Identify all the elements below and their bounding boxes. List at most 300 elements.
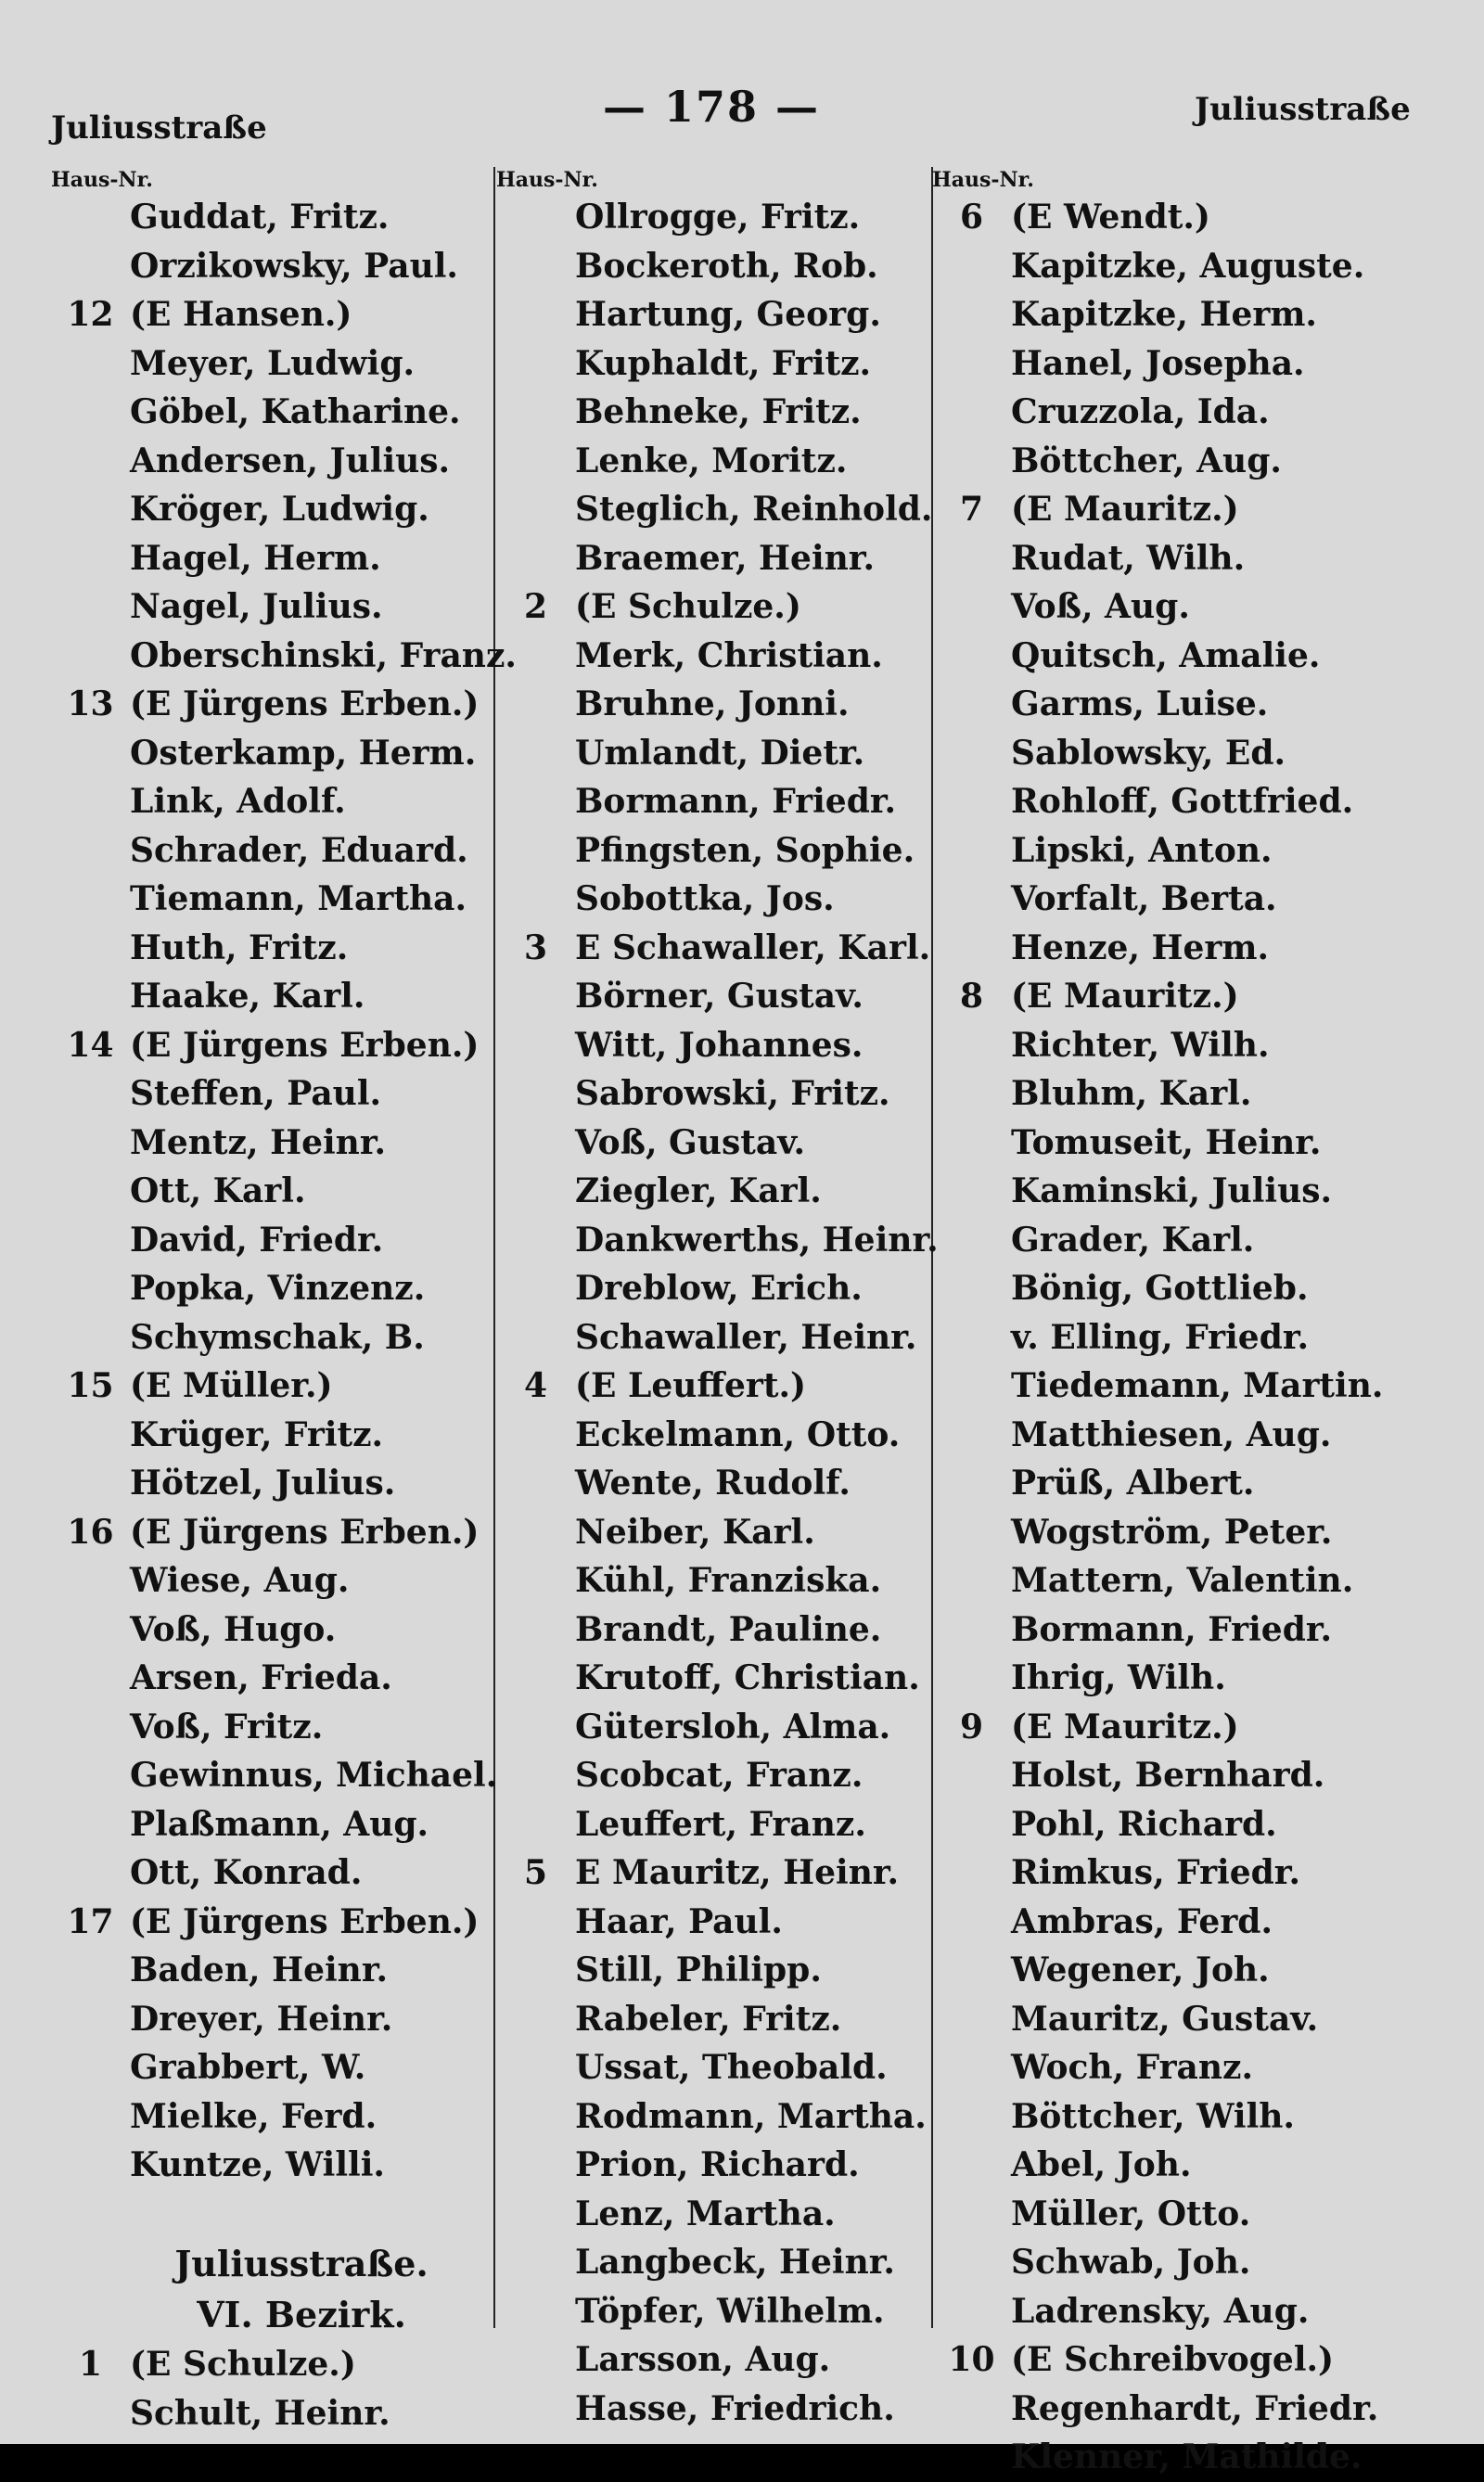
house-number [932, 2287, 1011, 2336]
house-number [932, 1216, 1011, 1265]
resident-name: Bormann, Friedr. [1011, 1609, 1333, 1649]
house-number [496, 193, 575, 242]
resident-name: v. Elling, Friedr. [1011, 1317, 1310, 1357]
house-number: 4 [523, 1366, 548, 1405]
directory-entry [51, 290, 496, 339]
resident-name: Huth, Fritz. [130, 928, 349, 967]
resident-name: (E Schulze.) [575, 587, 801, 626]
directory-entry [51, 1508, 496, 1557]
directory-entry [932, 2433, 1452, 2482]
directory-entry [496, 339, 932, 389]
directory-entry [932, 1556, 1452, 1606]
resident-name: (E Hansen.) [130, 295, 352, 334]
house-number [51, 1069, 130, 1119]
directory-entry [932, 777, 1452, 826]
house-number [932, 1898, 1011, 1947]
directory-entry [496, 2092, 932, 2142]
directory-entry [496, 1119, 932, 1168]
resident-name: Regenhardt, Friedr. [1011, 2388, 1379, 2428]
directory-entry [496, 582, 932, 632]
house-number [496, 1946, 575, 1995]
directory-entry [496, 632, 932, 681]
directory-entry [496, 242, 932, 291]
resident-name: Töpfer, Wilhelm. [575, 2291, 885, 2331]
resident-name: Gewinnus, Michael. [130, 1756, 498, 1795]
house-number [496, 632, 575, 681]
directory-entry [496, 1069, 932, 1119]
directory-entry [496, 1216, 939, 1265]
house-number [51, 582, 130, 632]
house-number [496, 1459, 575, 1508]
resident-name: Klenner, Mathilde. [1011, 2437, 1362, 2476]
running-head-right: Juliusstraße [1195, 91, 1411, 128]
resident-name: Prüß, Albert. [1011, 1464, 1255, 1503]
resident-name: Kühl, Franziska. [575, 1561, 882, 1600]
resident-name: Ott, Konrad. [130, 1853, 363, 1892]
resident-name: Popka, Vinzenz. [130, 1269, 426, 1308]
resident-name: Bruhne, Jonni. [575, 684, 850, 723]
directory-entry [496, 729, 932, 778]
house-number [932, 1995, 1011, 2044]
resident-name: Plaßmann, Aug. [130, 1804, 429, 1844]
directory-entry [932, 582, 1452, 632]
directory-entry [932, 193, 1452, 242]
resident-name: Guddat, Fritz. [130, 198, 390, 237]
resident-name: Hasse, Friedrich. [575, 2388, 895, 2428]
house-number [496, 1264, 575, 1313]
directory-entry [932, 2287, 1452, 2336]
house-number [932, 1606, 1011, 1655]
house-number [496, 1313, 575, 1363]
resident-name: Leuffert, Franz. [575, 1804, 866, 1844]
house-number [932, 1313, 1011, 1363]
resident-name: Wegener, Joh. [1011, 1951, 1270, 1989]
resident-name: Neiber, Karl. [575, 1512, 815, 1552]
house-number [496, 339, 575, 389]
house-number [51, 1751, 130, 1800]
directory-entry [932, 1411, 1452, 1460]
directory-entry [51, 729, 496, 778]
directory-entry [496, 1362, 932, 1411]
directory-entry [51, 2389, 496, 2438]
resident-name: Ott, Karl. [130, 1171, 306, 1210]
directory-entry [496, 1606, 932, 1655]
directory-entry [51, 2043, 496, 2092]
resident-name: Ihrig, Wilh. [1011, 1658, 1226, 1697]
directory-entry [496, 1021, 932, 1070]
directory-entry [51, 242, 496, 291]
resident-name: (E Mauritz.) [1011, 977, 1239, 1016]
house-number: 1 [78, 2345, 103, 2384]
resident-name: Lenz, Martha. [575, 2194, 836, 2233]
directory-entry [496, 924, 932, 973]
directory-entry [496, 1264, 932, 1313]
resident-name: Pohl, Richard. [1011, 1804, 1277, 1844]
street-subheading: Juliusstraße. [174, 2243, 429, 2284]
resident-name: Lenke, Moritz. [575, 441, 848, 480]
house-number [496, 1508, 575, 1557]
house-number: 16 [67, 1512, 114, 1552]
house-number [496, 1800, 575, 1849]
house-number [51, 1995, 130, 2044]
house-number [932, 1119, 1011, 1168]
directory-entry [932, 1703, 1452, 1752]
directory-entry [932, 2043, 1452, 2092]
directory-entry [51, 1751, 496, 1800]
resident-name: Rodmann, Martha. [575, 2096, 927, 2136]
directory-entry [496, 1751, 932, 1800]
resident-name: Hötzel, Julius. [130, 1464, 396, 1503]
resident-name: Lipski, Anton. [1011, 830, 1273, 870]
resident-name: Mentz, Heinr. [130, 1122, 387, 1162]
house-number [932, 1751, 1011, 1800]
house-number: 8 [959, 977, 984, 1016]
house-number [51, 339, 130, 389]
resident-name: Hagel, Herm. [130, 538, 381, 578]
directory-entry [932, 1459, 1452, 1508]
house-number [932, 290, 1011, 339]
resident-name: Behneke, Fritz. [575, 392, 862, 431]
house-number [932, 2043, 1011, 2092]
directory-entry [932, 729, 1452, 778]
directory-entry [932, 1849, 1452, 1898]
directory-entry [496, 777, 932, 826]
house-number [496, 875, 575, 924]
house-number [932, 2238, 1011, 2287]
directory-entry [932, 339, 1452, 389]
house-number [496, 388, 575, 437]
house-number [932, 242, 1011, 291]
directory-entry [932, 1167, 1452, 1216]
house-number [496, 2287, 575, 2336]
house-number [932, 777, 1011, 826]
directory-entry [496, 1800, 932, 1849]
house-number [496, 680, 575, 729]
resident-name: Merk, Christian. [575, 635, 883, 675]
directory-entry [496, 1459, 932, 1508]
directory-entry [496, 826, 932, 876]
house-number [496, 1751, 575, 1800]
resident-name: Ambras, Ferd. [1011, 1901, 1273, 1941]
house-number [496, 1167, 575, 1216]
house-number [496, 534, 575, 583]
directory-entry [932, 1898, 1452, 1947]
house-number [496, 290, 575, 339]
house-number [496, 729, 575, 778]
directory-entry [932, 1800, 1452, 1849]
directory-entry [51, 1849, 496, 1898]
resident-name: Mauritz, Gustav. [1011, 1999, 1319, 2039]
column-1 [51, 168, 517, 2437]
directory-entry [51, 1216, 496, 1265]
directory-entry [51, 485, 496, 534]
house-number: 12 [67, 295, 114, 334]
directory-entry [932, 485, 1452, 534]
house-number [932, 388, 1011, 437]
directory-entry [496, 437, 932, 486]
directory-entry [496, 1556, 932, 1606]
house-number: 14 [67, 1025, 114, 1065]
resident-name: Bluhm, Karl. [1011, 1074, 1252, 1113]
house-number [51, 193, 130, 242]
directory-entry [51, 1606, 496, 1655]
house-number [496, 1556, 575, 1606]
directory-entry [496, 1508, 932, 1557]
directory-entry [496, 1411, 932, 1460]
house-number [932, 339, 1011, 389]
resident-name: Osterkamp, Herm. [130, 733, 477, 773]
house-number [496, 1703, 575, 1752]
house-number [51, 1606, 130, 1655]
directory-entry [51, 2340, 496, 2389]
directory-entry [496, 1946, 932, 1995]
resident-name: Rimkus, Friedr. [1011, 1853, 1300, 1892]
house-number [51, 972, 130, 1021]
house-number-heading: Haus-Nr. [51, 168, 153, 192]
house-number [51, 437, 130, 486]
directory-entry [932, 534, 1452, 583]
house-number [932, 1167, 1011, 1216]
resident-name: Schrader, Eduard. [130, 830, 468, 870]
resident-name: Böttcher, Aug. [1011, 441, 1282, 480]
running-head-left: Juliusstraße [51, 109, 267, 147]
resident-name: Dreyer, Heinr. [130, 1999, 393, 2039]
resident-name: (E Wendt.) [1011, 198, 1210, 237]
directory-entry [51, 1556, 496, 1606]
resident-name: Bockeroth, Rob. [575, 246, 878, 286]
house-number [932, 1264, 1011, 1313]
house-number [932, 2141, 1011, 2190]
house-number: 9 [959, 1707, 984, 1746]
directory-entry [932, 1751, 1452, 1800]
resident-name: Orzikowsky, Paul. [130, 246, 458, 286]
house-number [496, 242, 575, 291]
directory-entry [496, 485, 932, 534]
directory-entry [51, 1021, 496, 1070]
house-number [496, 1119, 575, 1168]
directory-entry [51, 2092, 496, 2142]
directory-entry [496, 1995, 932, 2044]
house-number [932, 2385, 1011, 2434]
directory-entry [932, 388, 1452, 437]
resident-name: (E Jürgens Erben.) [130, 1025, 480, 1065]
resident-name: (E Jürgens Erben.) [130, 684, 480, 723]
resident-name: (E Müller.) [130, 1366, 333, 1405]
resident-name: Link, Adolf. [130, 782, 346, 821]
directory-entry [932, 2190, 1452, 2239]
directory-entry [51, 388, 496, 437]
resident-name: Wiese, Aug. [130, 1561, 350, 1600]
directory-entry [496, 875, 932, 924]
house-number: 13 [67, 684, 114, 723]
resident-name: Witt, Johannes. [575, 1025, 864, 1065]
house-number [51, 1459, 130, 1508]
house-number [932, 1556, 1011, 1606]
resident-name: Langbeck, Heinr. [575, 2243, 895, 2282]
directory-entry [932, 924, 1452, 973]
resident-name: Meyer, Ludwig. [130, 343, 416, 383]
house-number: 7 [959, 490, 984, 529]
house-number: 6 [959, 198, 984, 237]
house-number [932, 1069, 1011, 1119]
house-number [496, 1654, 575, 1703]
resident-name: Dankwerths, Heinr. [575, 1220, 939, 1260]
house-number [496, 2141, 575, 2190]
resident-name: Arsen, Frieda. [130, 1658, 392, 1697]
directory-entry [51, 1264, 496, 1313]
resident-name: Andersen, Julius. [130, 441, 451, 480]
directory-entry [496, 680, 932, 729]
resident-name: Holst, Bernhard. [1011, 1756, 1325, 1795]
directory-entry [496, 2287, 932, 2336]
directory-entry [932, 1995, 1452, 2044]
resident-name: Böttcher, Wilh. [1011, 2096, 1295, 2136]
directory-entry [496, 2385, 932, 2434]
house-number [496, 2190, 575, 2239]
resident-name: Still, Philipp. [575, 1951, 822, 1989]
house-number [932, 1411, 1011, 1460]
house-number [496, 1216, 575, 1265]
district-subheading: VI. Bezirk. [197, 2294, 406, 2335]
column-2 [496, 168, 939, 2433]
resident-name: Kapitzke, Auguste. [1011, 246, 1365, 286]
directory-entry [496, 388, 932, 437]
house-number [51, 388, 130, 437]
resident-name: Sobottka, Jos. [575, 879, 835, 918]
house-number [496, 1021, 575, 1070]
resident-name: Krutoff, Christian. [575, 1658, 920, 1697]
house-number [496, 826, 575, 876]
house-number [496, 1606, 575, 1655]
house-number [496, 1995, 575, 2044]
house-number: 10 [948, 2340, 995, 2379]
resident-name: Schymschak, B. [130, 1317, 425, 1357]
resident-name: Abel, Joh. [1011, 2145, 1192, 2184]
house-number [932, 729, 1011, 778]
directory-entry [496, 193, 932, 242]
house-number [932, 1800, 1011, 1849]
resident-name: Rudat, Wilh. [1011, 538, 1246, 578]
resident-name: Richter, Wilh. [1011, 1025, 1270, 1065]
house-number [496, 1898, 575, 1947]
directory-entry [51, 582, 496, 632]
directory-entry [51, 1995, 496, 2044]
directory-entry [496, 972, 932, 1021]
house-number [932, 2433, 1011, 2482]
directory-entry [51, 924, 496, 973]
directory-entry [496, 1703, 932, 1752]
resident-name: Sablowsky, Ed. [1011, 733, 1286, 773]
house-number [932, 437, 1011, 486]
house-number-heading: Haus-Nr. [496, 168, 598, 192]
resident-name: Grabbert, W. [130, 2048, 366, 2087]
directory-entry [932, 1606, 1452, 1655]
resident-name: Ziegler, Karl. [575, 1171, 822, 1210]
directory-entry [932, 1946, 1452, 1995]
house-number [51, 1216, 130, 1265]
resident-name: Voß, Aug. [1011, 587, 1190, 626]
directory-entry [932, 1264, 1452, 1313]
house-number [496, 1069, 575, 1119]
house-number [51, 2092, 130, 2142]
house-number: 2 [523, 587, 548, 626]
resident-name: Dreblow, Erich. [575, 1269, 863, 1308]
directory-entry [932, 1216, 1452, 1265]
house-number [51, 1703, 130, 1752]
column-3 [932, 168, 1452, 2482]
directory-entry [496, 534, 932, 583]
directory-entry [932, 680, 1452, 729]
resident-name: (E Mauritz.) [1011, 1707, 1239, 1746]
resident-name: Woch, Franz. [1011, 2048, 1254, 2087]
resident-name: Hanel, Josepha. [1011, 343, 1305, 383]
resident-name: Haake, Karl. [130, 977, 365, 1016]
directory-entry [932, 2141, 1452, 2190]
house-number [932, 632, 1011, 681]
house-number [932, 534, 1011, 583]
resident-name: Scobcat, Franz. [575, 1756, 864, 1795]
house-number [932, 875, 1011, 924]
directory-entry [932, 2335, 1452, 2385]
resident-name: Kuntze, Willi. [130, 2145, 385, 2184]
house-number [51, 1556, 130, 1606]
house-number [51, 2389, 130, 2438]
house-number [932, 826, 1011, 876]
directory-entry [51, 339, 496, 389]
house-number [932, 924, 1011, 973]
resident-name: Oberschinski, Franz. [130, 635, 517, 675]
resident-name: Kröger, Ludwig. [130, 490, 429, 529]
resident-name: Umlandt, Dietr. [575, 733, 865, 773]
resident-name: Prion, Richard. [575, 2145, 860, 2184]
resident-name: Kaminski, Julius. [1011, 1171, 1333, 1210]
resident-name: Hartung, Georg. [575, 295, 881, 334]
directory-entry [496, 2141, 932, 2190]
resident-name: Bormann, Friedr. [575, 782, 897, 821]
resident-name: Ussat, Theobald. [575, 2048, 888, 2087]
directory-entry [51, 1411, 496, 1460]
house-number [51, 1313, 130, 1363]
resident-name: Cruzzola, Ida. [1011, 392, 1270, 431]
directory-entry [51, 680, 496, 729]
directory-entry [932, 1508, 1452, 1557]
house-number [51, 2141, 130, 2190]
directory-entry [51, 875, 496, 924]
directory-entry [932, 1313, 1452, 1363]
resident-name: Larsson, Aug. [575, 2340, 831, 2379]
directory-entry [932, 2385, 1452, 2434]
resident-name: (E Jürgens Erben.) [130, 1901, 480, 1941]
directory-entry [496, 1654, 932, 1703]
resident-name: Voß, Gustav. [575, 1122, 806, 1162]
resident-name: Brandt, Pauline. [575, 1609, 882, 1649]
resident-name: Rabeler, Fritz. [575, 1999, 842, 2039]
house-number: 17 [67, 1901, 114, 1941]
resident-name: Göbel, Katharine. [130, 392, 461, 431]
directory-entry [51, 1069, 496, 1119]
house-number [51, 1800, 130, 1849]
directory-entry [932, 2092, 1452, 2142]
house-number [932, 2190, 1011, 2239]
house-number [932, 1946, 1011, 1995]
house-number [932, 1362, 1011, 1411]
resident-name: Quitsch, Amalie. [1011, 635, 1321, 675]
house-number [932, 1021, 1011, 1070]
resident-name: Pfingsten, Sophie. [575, 830, 915, 870]
resident-name: (E Schreibvogel.) [1011, 2340, 1335, 2379]
house-number [496, 1411, 575, 1460]
directory-entry [496, 2335, 932, 2385]
